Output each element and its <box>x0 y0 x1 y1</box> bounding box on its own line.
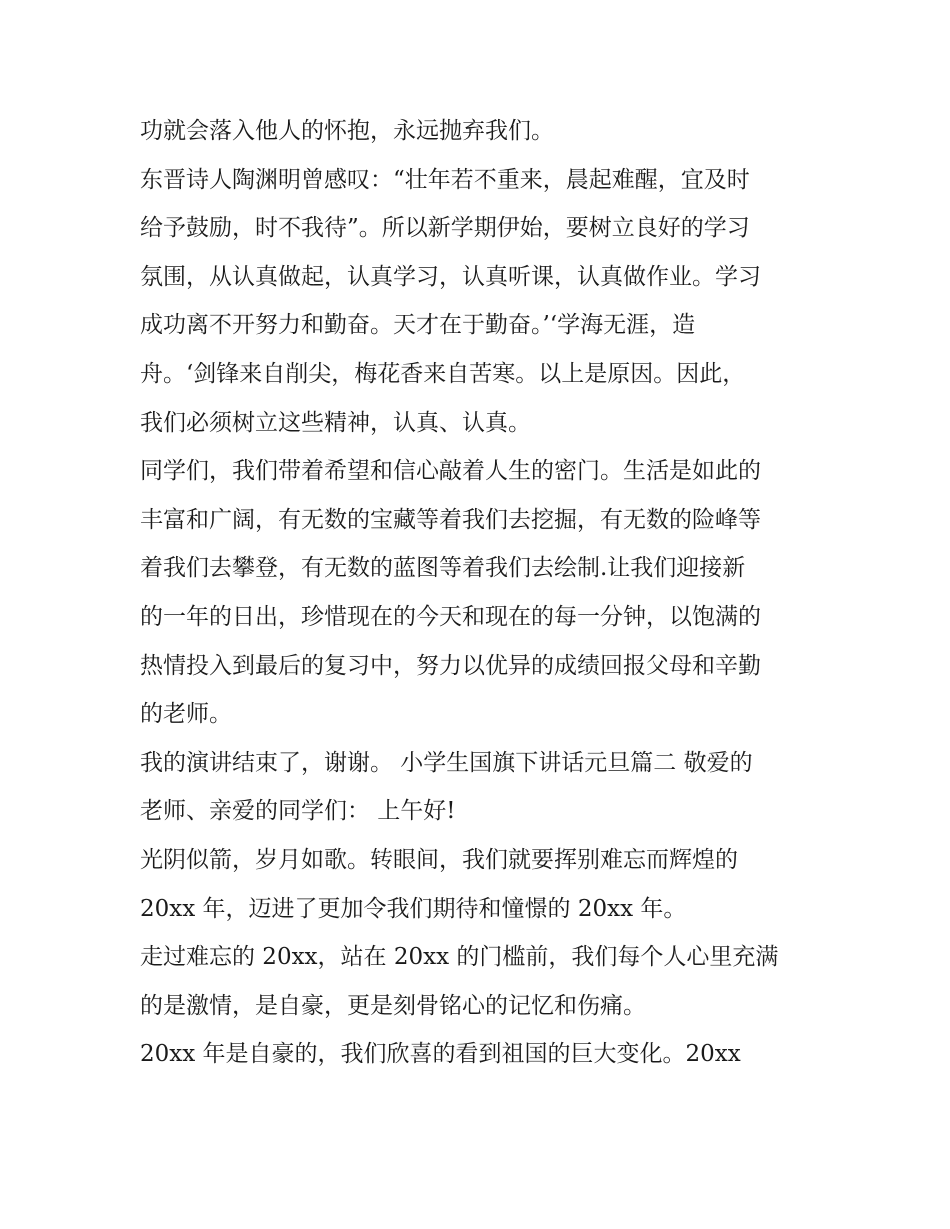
text-line: 着我们去攀登，有无数的蓝图等着我们去绘制.让我们迎接新 <box>140 555 746 582</box>
text-line: 给予鼓励，时不我待”。所以新学期伊始，要树立良好的学习 <box>140 215 750 242</box>
text-line: 热情投入到最后的复习中，努力以优异的成绩回报父母和辛勤 <box>140 652 761 679</box>
text-line: 老师、亲爱的同学们： 上午好! <box>140 798 456 825</box>
text-line: 光阴似箭，岁月如歌。转眼间，我们就要挥别难忘而辉煌的 <box>140 846 738 873</box>
text-line: 东晋诗人陶渊明曾感叹：“壮年若不重来，晨起难醒，宜及时 <box>140 166 750 193</box>
text-line: 氛围，从认真做起，认真学习，认真听课，认真做作业。学习 <box>140 263 761 290</box>
text-line: 20xx 年，迈进了更加令我们期待和憧憬的 20xx 年。 <box>140 895 687 922</box>
text-line: 的老师。 <box>140 701 232 728</box>
text-line: 我们必须树立这些精神，认真、认真。 <box>140 409 531 436</box>
text-line: 丰富和广阔，有无数的宝藏等着我们去挖掘，有无数的险峰等 <box>140 506 761 533</box>
text-line: 成功离不开努力和勤奋。天才在于勤奋。’‘学海无涯，造 <box>140 312 696 339</box>
text-line: 功就会落入他人的怀抱，永远抛弃我们。 <box>140 118 554 144</box>
text-line: 走过难忘的 20xx，站在 20xx 的门槛前，我们每个人心里充满 <box>140 944 779 971</box>
body-text <box>140 107 830 1079</box>
text-line: 20xx 年是自豪的，我们欣喜的看到祖国的巨大变化。20xx <box>140 1041 741 1068</box>
text-line: 我的演讲结束了，谢谢。 小学生国旗下讲话元旦篇二 敬爱的 <box>140 749 753 776</box>
text-line: 的是激情，是自豪，更是刻骨铭心的记忆和伤痛。 <box>140 992 646 1019</box>
text-line: 同学们，我们带着希望和信心敲着人生的密门。生活是如此的 <box>140 458 761 485</box>
text-line: 舟。‘剑锋来自削尖，梅花香来自苦寒。以上是原因。因此， <box>140 360 746 387</box>
text-line: 的一年的日出，珍惜现在的今天和现在的每一分钟，以饱满的 <box>140 603 761 630</box>
